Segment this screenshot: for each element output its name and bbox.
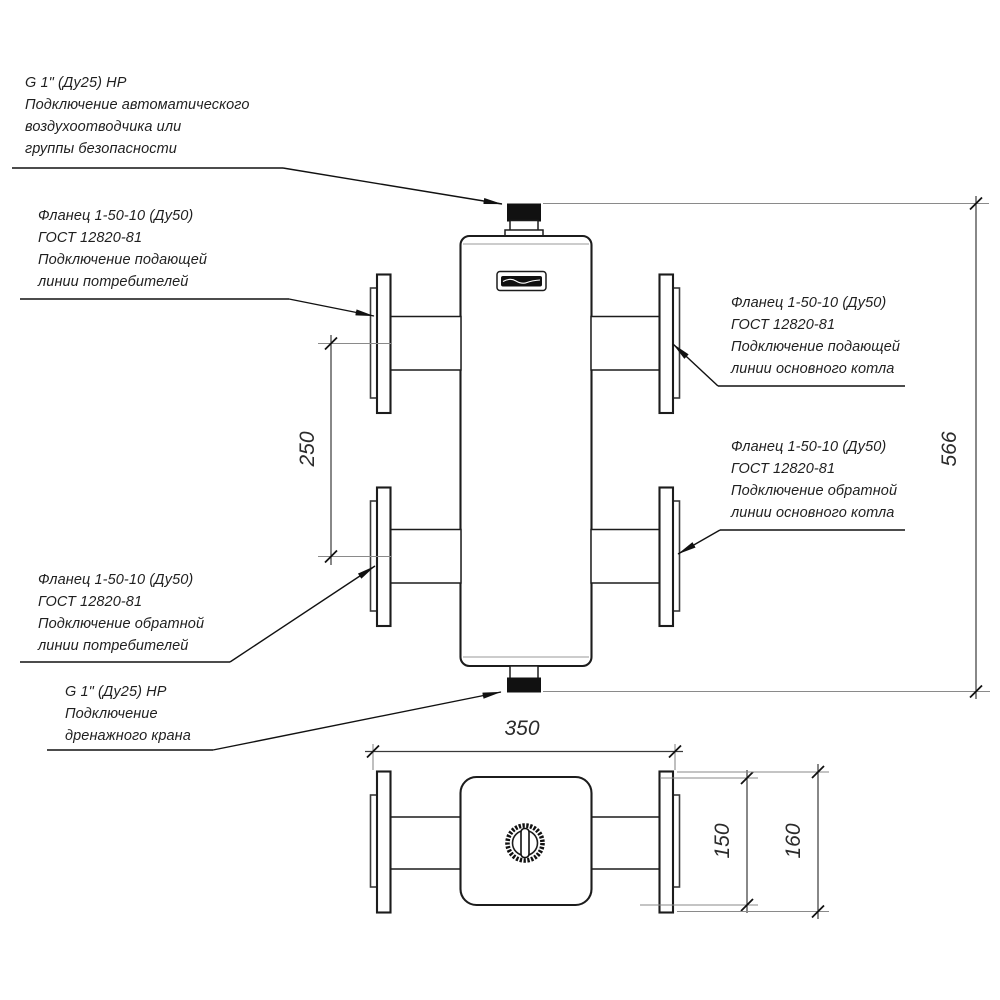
vessel-body [461,236,592,666]
dim-value-overall-length: 350 [504,717,540,740]
callout-line: линии основного котла [731,361,895,377]
flange-plate [660,488,674,627]
callout-line: воздухоотводчика или [25,119,182,135]
callout-supply-consumers [38,205,207,293]
drain-fitting-neck [510,666,538,679]
flange-plate [660,275,674,414]
callout-line: Фланец 1-50-10 (Ду50) [38,572,194,588]
callout-line: Фланец 1-50-10 (Ду50) [731,439,887,455]
callout-line: Фланец 1-50-10 (Ду50) [731,295,887,311]
front-view [371,204,680,692]
callout-line: линии потребителей [38,638,189,654]
nozzle-return-boiler [591,488,680,627]
callout-line: G 1" (Ду25) НР [65,684,167,700]
pipe-stub [391,530,462,584]
callout-line: Фланец 1-50-10 (Ду50) [38,208,194,224]
nozzle-supply-boiler [591,275,680,414]
callout-air-vent [25,72,249,160]
nameplate-engraving [501,276,542,287]
dim-value-body-width: 150 [711,823,734,859]
pipe-stub [591,530,660,584]
dim-flange-diameter [677,764,829,919]
callout-supply-boiler [731,292,900,380]
callout-line: линии потребителей [38,274,189,290]
callout-line: ГОСТ 12820-81 [731,317,836,333]
leader-air-vent [12,168,502,204]
dim-value-overall-height: 566 [938,431,961,467]
callout-line: дренажного крана [65,728,191,744]
callout-line: Подключение автоматического [25,97,250,113]
flange-plate [660,772,674,913]
callout-line: Подключение [65,706,158,722]
callout-line: Подключение подающей [731,339,901,355]
leader-return-boiler [678,530,905,554]
callout-line: линии основного котла [731,505,895,521]
drain-fitting-thread [508,678,541,692]
callout-line: ГОСТ 12820-81 [38,594,143,610]
plan-view [371,772,680,913]
plan-right-nozzle [591,772,680,913]
dim-value-flange-diameter: 160 [782,823,805,859]
callout-line: Подключение обратной [38,616,205,632]
callout-return-boiler [731,436,897,524]
pipe-stub [591,317,660,371]
callout-line: G 1" (Ду25) НР [25,75,127,91]
pipe-stub [391,817,462,869]
callout-line: Подключение обратной [731,483,898,499]
pipe-stub [591,817,660,869]
plan-left-nozzle [371,772,462,913]
leader-supply-consumers [20,299,374,316]
pipe-stub [391,317,462,371]
dim-value-port-spacing: 250 [296,431,319,467]
flange-plate [377,772,391,913]
callout-line: Подключение подающей [38,252,208,268]
plug-slot [521,829,529,858]
callout-line: ГОСТ 12820-81 [731,461,836,477]
callout-line: ГОСТ 12820-81 [38,230,143,246]
callout-drain [65,681,191,747]
drain-plug-icon [508,826,543,861]
dim-overall-length [365,717,683,770]
callout-line: группы безопасности [25,141,177,157]
air-vent-fitting-thread [508,204,541,221]
callout-return-consumers [38,569,204,657]
